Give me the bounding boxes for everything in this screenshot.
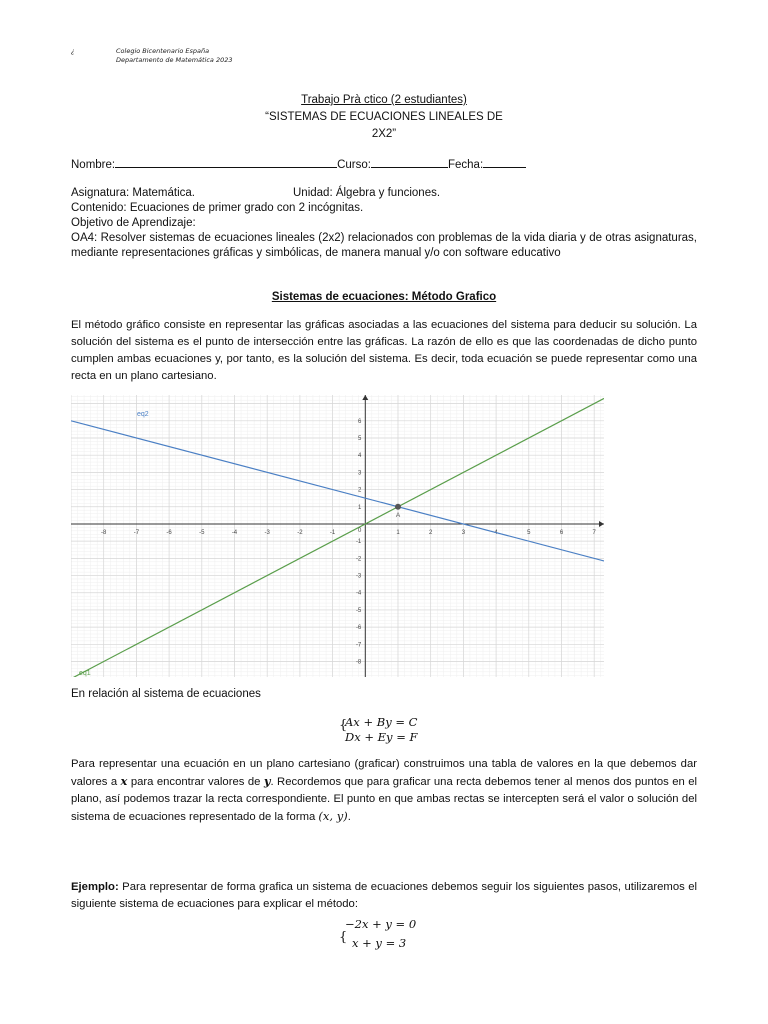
- y-axis-arrow: [362, 395, 368, 400]
- var-x: x: [120, 774, 128, 788]
- y-tick-label: -3: [355, 573, 362, 580]
- intersection-point: [395, 504, 401, 510]
- course-field[interactable]: [371, 157, 448, 168]
- name-field[interactable]: [115, 157, 337, 168]
- doc-title: [0, 92, 768, 143]
- origin-label: 0: [357, 527, 362, 534]
- series-label-eq1: eq1: [79, 670, 91, 677]
- date-label: Fecha:: [447, 159, 484, 171]
- intro-paragraph: El método gráfico consiste en representar las gráficas asociadas a las ecuaciones del sistema para deducir su solución. La solución del sistema es el punto de intersección entre las gráficas. La razón de ello es que las coordenadas de dicho punto cumplen ambas ecuaciones y, por tanto, es la solución del sistema. Es decir, toda ecuación se puede representar como una recta en un plano cartesiano.: [71, 319, 697, 382]
- x-tick-label: -8: [101, 529, 107, 536]
- department-name: Departamento de Matemática 2023: [116, 56, 233, 64]
- method-text-end: .: [347, 811, 351, 823]
- method-paragraph: [71, 756, 697, 826]
- x-tick-label: 2: [429, 529, 433, 536]
- y-tick-label: -5: [355, 607, 362, 614]
- title-line-2: “SISTEMAS DE ECUACIONES LINEALES DE: [265, 111, 503, 123]
- method-text-2: para encontrar valores de: [127, 776, 264, 788]
- x-tick-label: -5: [199, 529, 205, 536]
- name-label: Nombre:: [71, 159, 116, 171]
- example-eq-1: −2x + y = 0: [345, 917, 417, 931]
- y-tick-label: 3: [357, 470, 362, 477]
- method-text-1: Para representar una ecuación en un plano cartesiano (graficar) construimos una tabla de valores en la que debemos dar valores a: [71, 758, 697, 788]
- course-label: Curso:: [337, 159, 371, 171]
- x-tick-label: -1: [329, 529, 336, 536]
- x-tick-label: -3: [264, 529, 270, 536]
- x-tick-label: -2: [297, 529, 303, 536]
- title-line-1: Trabajo Prà ctico (2 estudiantes): [301, 94, 467, 106]
- example-paragraph: [71, 879, 697, 913]
- point-label: A: [395, 511, 401, 519]
- series-label-eq2: eq2: [137, 411, 149, 418]
- form-line: [71, 157, 526, 173]
- example-brace: {: [339, 930, 348, 945]
- section-title: [0, 289, 768, 306]
- x-tick-label: -4: [231, 529, 238, 536]
- pair-xy: (x, y): [318, 809, 348, 823]
- y-tick-label: -7: [355, 642, 362, 649]
- system-brace: {: [339, 718, 348, 733]
- general-eq-1: Ax + By = C: [345, 715, 418, 729]
- header-mark: ¿: [71, 47, 75, 55]
- method-text-3: . Recordemos que para graficar una recta debemos tener al menos dos puntos en el plano, así podemos trazar la recta correspondiente. El punto en que ambas rectas se intercepten será el valor o solución del sistema de ecuaciones representado de la forma: [71, 776, 698, 823]
- y-tick-label: -6: [355, 625, 362, 632]
- y-tick-label: 5: [357, 435, 362, 442]
- y-tick-label: -1: [355, 539, 362, 546]
- x-tick-label: -6: [166, 529, 172, 536]
- x-tick-label: 1: [396, 529, 400, 536]
- y-tick-label: -8: [355, 659, 362, 666]
- y-tick-label: 4: [357, 453, 362, 460]
- school-name: Colegio Bicentenario España: [116, 47, 210, 55]
- title-line-3: 2X2”: [371, 128, 397, 140]
- example-label: Ejemplo:: [71, 881, 119, 893]
- objective-label: Objetivo de Aprendizaje:: [71, 217, 196, 229]
- x-tick-label: 3: [461, 529, 466, 536]
- x-tick-label: -7: [133, 529, 140, 536]
- x-tick-label: 6: [559, 529, 564, 536]
- date-field[interactable]: [483, 157, 526, 168]
- general-eq-2: Dx + Ey = F: [345, 730, 418, 744]
- example-text: Para representar de forma grafica un sistema de ecuaciones debemos seguir los siguientes pasos, utilizaremos el siguiente sistema de ecuaciones para explicar el método:: [71, 881, 697, 910]
- subject-text: Asignatura: Matemática.: [71, 187, 196, 199]
- system-intro: En relación al sistema de ecuaciones: [71, 688, 261, 700]
- section-title-text: Sistemas de ecuaciones: Método Grafico: [271, 291, 497, 303]
- var-y: y: [263, 774, 271, 788]
- cartesian-graph: [71, 395, 604, 677]
- y-tick-label: 1: [357, 504, 362, 511]
- objective-text: OA4: Resolver sistemas de ecuaciones lineales (2x2) relacionados con problemas de la vida diaria y de otras asignaturas, mediante representaciones gráficas y simbólicas, de manera manual y/o con software educativo: [71, 232, 697, 259]
- y-tick-label: 2: [357, 487, 362, 494]
- unit-text: Unidad: Álgebra y funciones.: [293, 187, 441, 199]
- x-axis-arrow: [599, 521, 604, 527]
- y-tick-label: -2: [355, 556, 362, 563]
- x-tick-label: 5: [527, 529, 531, 536]
- example-eq-2: x + y = 3: [352, 936, 407, 950]
- content-text: Contenido: Ecuaciones de primer grado con 2 incógnitas.: [71, 202, 364, 214]
- y-tick-label: 6: [357, 418, 362, 425]
- series-line-eq2: [71, 418, 604, 561]
- x-tick-label: 7: [592, 529, 596, 536]
- y-tick-label: -4: [355, 590, 362, 597]
